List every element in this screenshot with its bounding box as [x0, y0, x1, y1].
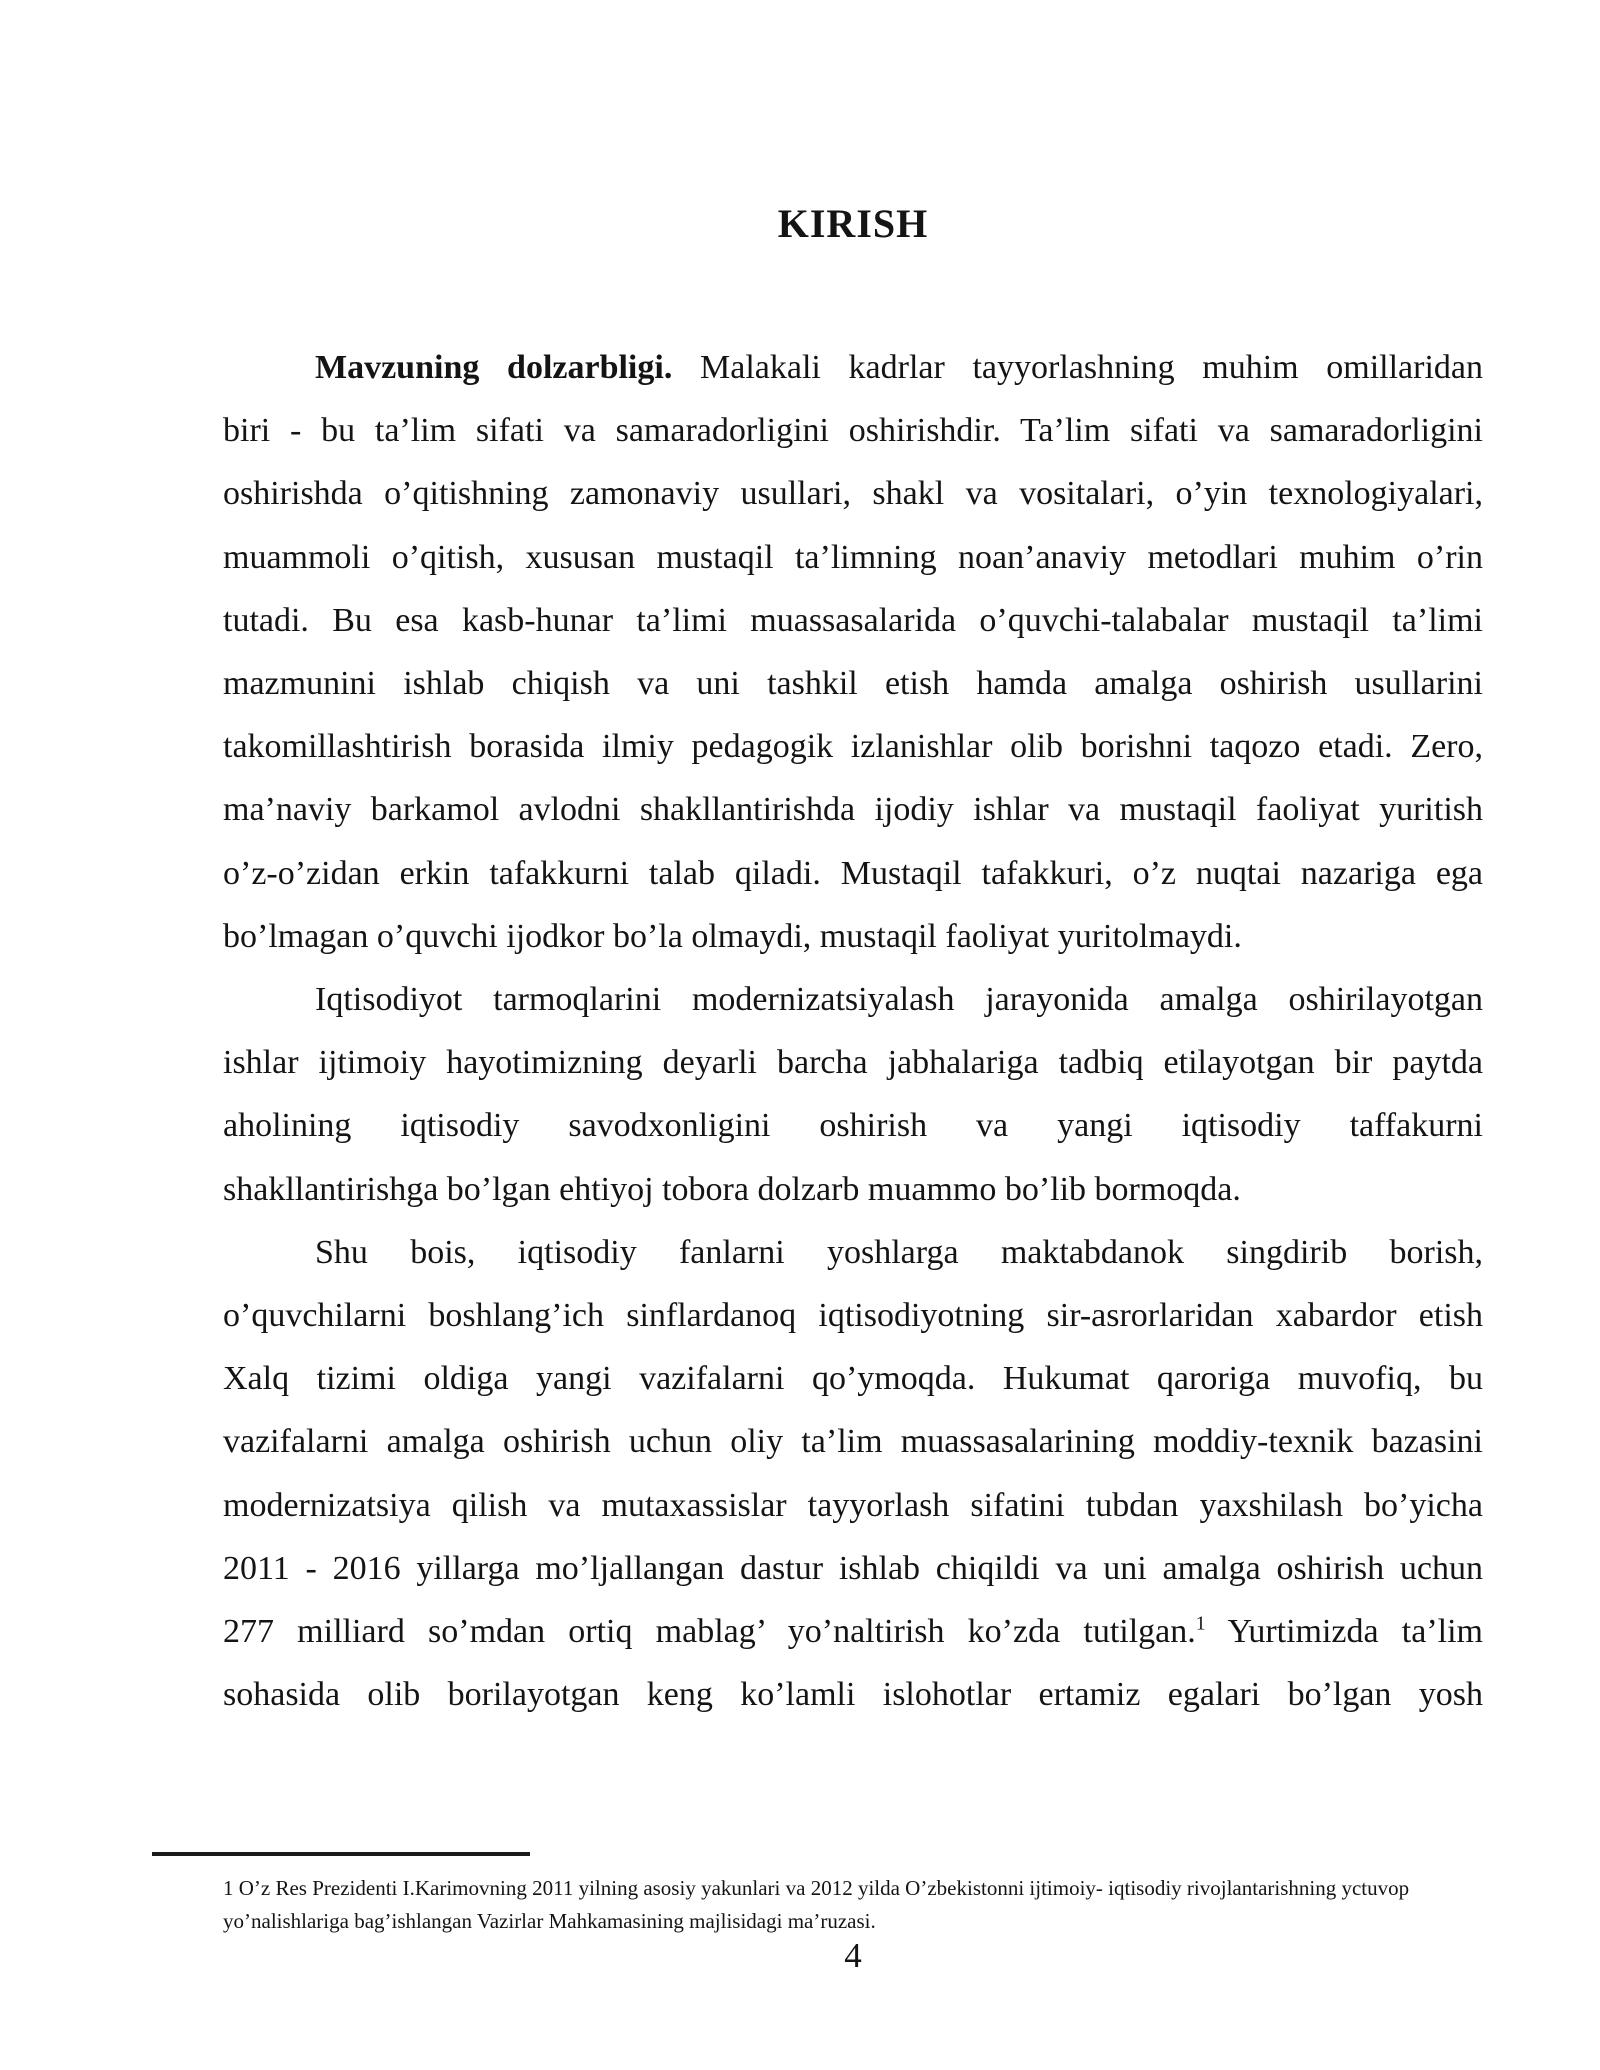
text-line — [223, 842, 1483, 905]
text-segment: Iqtisodiyot tarmoqlarini modernizatsiyalash jarayonida amalga oshirilayotgan — [315, 981, 1483, 1019]
text-segment: Shu bois, iqtisodiy fanlarni yoshlarga maktabdanok singdirib borish, — [315, 1233, 1483, 1271]
text-segment: aholining iqtisodiy savodxonligini oshirish va yangi iqtisodiy taffakurni — [223, 1107, 1483, 1145]
text-segment: shakllantirishga bo’lgan ehtiyoj tobora dolzarb muammo bo’lib bormoqda. — [223, 1170, 1241, 1208]
text-line — [223, 399, 1483, 462]
text-line — [223, 1158, 1483, 1221]
text-segment: sohasida olib borilayotgan keng ko’lamli islohotlar ertamiz egalari bo’lgan yosh — [223, 1676, 1483, 1714]
text-segment: biri - bu ta’lim sifati va samaradorligini oshirishdir. Ta’lim sifati va samaradorligini — [223, 412, 1483, 450]
text-segment: muammoli o’qitish, xususan mustaqil ta’limning noan’anaviy metodlari muhim o’rin — [223, 538, 1483, 576]
text-line — [223, 778, 1483, 841]
text-segment: Malakali kadrlar tayyorlashning muhim omillaridan — [672, 349, 1484, 386]
text-segment: tutadi. Bu esa kasb-hunar ta’limi muassasalarida o’quvchi-talabalar mustaqil ta’limi — [223, 601, 1483, 639]
text-segment: Xalq tizimi oldiga yangi vazifalarni qo’ymoqda. Hukumat qaroriga muvofiq, bu — [223, 1360, 1483, 1398]
text-segment: ishlar ijtimoiy hayotimizning deyarli barcha jabhalariga tadbiq etilayotgan bir paytda — [223, 1044, 1483, 1082]
text-segment: ma’naviy barkamol avlodni shakllantirishda ijodiy ishlar va mustaqil faoliyat yuritish — [223, 791, 1483, 829]
text-segment: Yurtimizda ta’lim — [1205, 1613, 1483, 1651]
text-line — [223, 715, 1483, 778]
footnote-line: 1 O’z Res Prezidenti I.Karimovning 2011 yilning asosiy yakunlari va 2012 yilda O’zbekistonni ijtimoiy- iqtisodiy rivojlantarishning yctuvop — [223, 1876, 1410, 1900]
text-line — [223, 1410, 1483, 1473]
text-segment: bo’lmagan o’quvchi ijodkor bo’la olmaydi, mustaqil faoliyat yuritolmaydi. — [223, 917, 1242, 955]
text-line — [223, 1600, 1483, 1663]
text-line — [223, 1537, 1483, 1600]
paragraph-1 — [223, 336, 1483, 968]
text-segment: modernizatsiya qilish va mutaxassislar tayyorlash sifatini tubdan yaxshilash bo’yicha — [223, 1486, 1483, 1524]
text-segment: 277 milliard so’mdan ortiq mablag’ yo’naltirish ko’zda tutilgan. — [223, 1613, 1196, 1651]
text-line — [223, 1284, 1483, 1347]
text-line — [223, 652, 1483, 715]
text-segment: vazifalarni amalga oshirish uchun oliy ta’lim muassasalarining moddiy-texnik bazasini — [223, 1423, 1483, 1461]
text-line — [223, 968, 1483, 1031]
paragraph-2 — [223, 968, 1483, 1221]
footnote-reference: 1 — [1195, 1612, 1206, 1635]
text-line — [223, 1031, 1483, 1094]
text-line — [223, 589, 1483, 652]
text-line — [223, 526, 1483, 589]
text-segment: oshirishda o’qitishning zamonaviy usullari, shakl va vositalari, o’yin texnologiyalari, — [223, 475, 1483, 513]
text-segment: takomillashtirish borasida ilmiy pedagogik izlanishlar olib borishni taqozo etadi. Zero, — [223, 728, 1483, 766]
text-segment: 2011 - 2016 yillarga mo’ljallangan dastur ishlab chiqildi va uni amalga oshirish uchun — [223, 1549, 1483, 1587]
footnote-line: yo’nalishlariga bag’ishlangan Vazirlar Mahkamasining majlisidagi ma’ruzasi. — [223, 1909, 876, 1933]
text-segment: Mavzuning dolzarbligi. — [315, 349, 673, 386]
page-number: 4 — [844, 1936, 862, 1975]
text-line — [223, 1347, 1483, 1410]
text-segment: o’quvchilarni boshlang’ich sinflardanoq iqtisodiyotning sir-asrorlaridan xabardor etish — [223, 1297, 1483, 1335]
page-title: KIRISH — [777, 201, 929, 246]
document-body — [223, 336, 1483, 1726]
text-segment: mazmunini ishlab chiqish va uni tashkil etish hamda amalga oshirish usullarini — [223, 665, 1483, 703]
paragraph-3 — [223, 1221, 1483, 1727]
text-segment: o’z-o’zidan erkin tafakkurni talab qiladi. Mustaqil tafakkuri, o’z nuqtai nazariga ega — [223, 854, 1483, 892]
text-line — [223, 1474, 1483, 1537]
footnote — [223, 1872, 1523, 1938]
text-line — [223, 1094, 1483, 1157]
text-line — [223, 336, 1483, 399]
text-line — [223, 1221, 1483, 1284]
footnote-separator — [152, 1852, 530, 1856]
text-line — [223, 905, 1483, 968]
text-line — [223, 462, 1483, 525]
text-line — [223, 1663, 1483, 1726]
